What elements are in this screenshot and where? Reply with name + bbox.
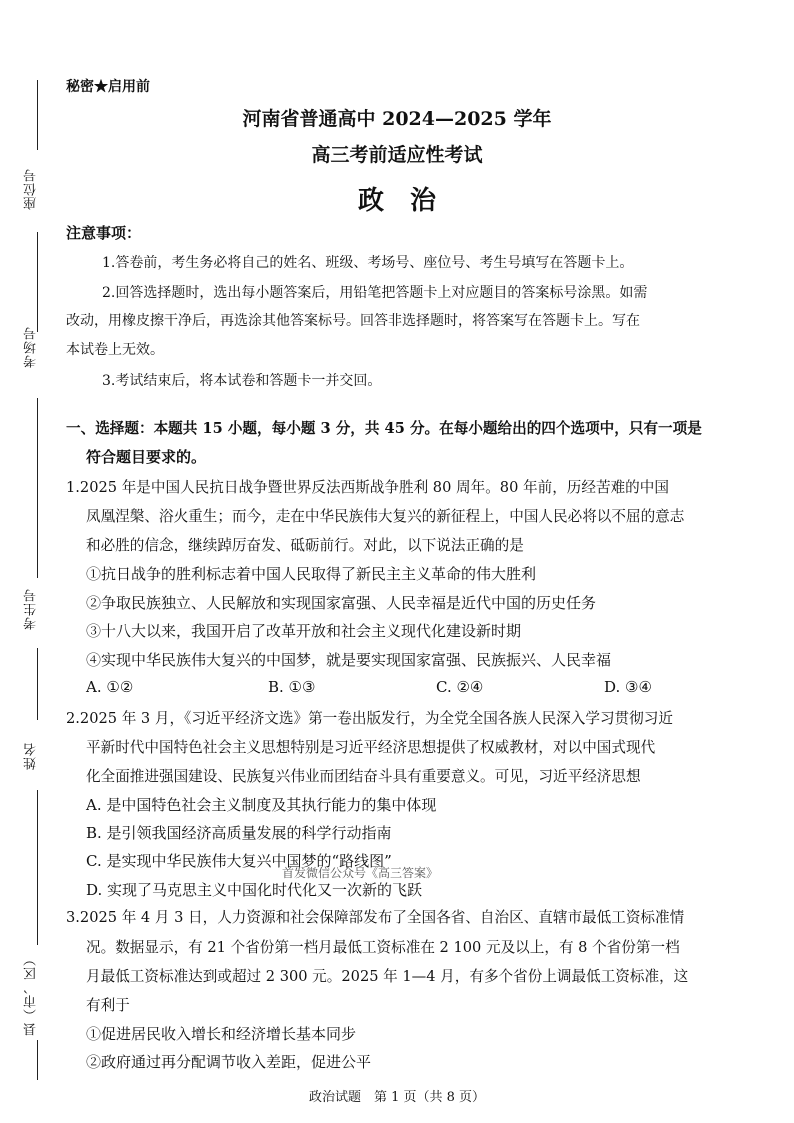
q3-stem: 月最低工资标准达到或超过 2 300 元。2025 年 1—4 月，有多个省份上调最低工资标准，这 <box>86 968 689 985</box>
binding-line <box>37 232 38 332</box>
q1-statement: ①抗日战争的胜利标志着中国人民取得了新民主主义革命的伟大胜利 <box>86 565 537 583</box>
note-line: 2.回答选择题时，选出每小题答案后，用铅笔把答题卡上对应题目的答案标号涂黑。如需 <box>102 285 648 301</box>
binding-line <box>37 398 38 578</box>
q1-stem: 凤凰涅槃、浴火重生；而今，走在中华民族伟大复兴的新征程上，中国人民必将以不屈的意志 <box>86 508 685 525</box>
seat-label: 座位号 <box>24 168 39 210</box>
section-heading: 一、选择题：本题共 15 小题，每小题 3 分，共 45 分。在每小题给出的四个选项中，只有一项是 <box>66 420 702 437</box>
q2-option-a: A. 是中国特色社会主义制度及其执行能力的集中体现 <box>86 796 437 814</box>
q3-statement: ①促进居民收入增长和经济增长基本同步 <box>86 1025 357 1043</box>
q1-option-b: B. ①③ <box>268 678 316 696</box>
q3-statement: ②政府通过再分配调节收入差距，促进公平 <box>86 1053 372 1071</box>
q1-statement: ③十八大以来，我国开启了改革开放和社会主义现代化建设新时期 <box>86 622 522 640</box>
note-line: 1.答卷前，考生务必将自己的姓名、班级、考场号、座位号、考生号填写在答题卡上。 <box>102 255 634 271</box>
notes-heading: 注意事项： <box>66 224 142 242</box>
binding-line <box>37 790 38 945</box>
q3-stem: 3.2025 年 4 月 3 日，人力资源和社会保障部发布了全国各省、自治区、直辖市最低工资标准情 <box>66 909 685 926</box>
page-footer: 政治试题 第 1 页（共 8 页） <box>308 1090 486 1105</box>
q1-option-a: A. ①② <box>86 678 134 696</box>
q3-stem: 况。数据显示，有 21 个省份第一档月最低工资标准在 2 100 元及以上，有 8 个省份第一档 <box>86 939 680 956</box>
note-line: 改动，用橡皮擦干净后，再选涂其他答案标号。回答非选择题时，将答案写在答题卡上。写在 <box>66 313 640 329</box>
note-line: 3.考试结束后，将本试卷和答题卡一并交回。 <box>102 373 382 389</box>
q1-option-d: D. ③④ <box>604 678 652 696</box>
q1-stem: 1.2025 年是中国人民抗日战争暨世界反法西斯战争胜利 80 周年。80 年前，历经苦难的中国 <box>66 479 669 496</box>
q1-statement: ②争取民族独立、人民解放和实现国家富强、人民幸福是近代中国的历史任务 <box>86 594 597 612</box>
binding-line-bottom <box>37 1040 38 1080</box>
q1-option-c: C. ②④ <box>436 678 484 696</box>
q2-stem: 平新时代中国特色社会主义思想特别是习近平经济思想提供了权威教材，对以中国式现代 <box>86 739 656 756</box>
paper-title: 河南省普通高中 2024—2025 学年 <box>242 108 552 130</box>
q2-option-c: C. 是实现中华民族伟大复兴中国梦的“路线图” <box>86 852 392 870</box>
q2-stem: 化全面推进强国建设、民族复兴伟业而团结奋斗具有重要意义。可见，习近平经济思想 <box>86 768 641 785</box>
subject-title: 政 治 <box>357 186 436 216</box>
exam-no-label: 考生号 <box>24 588 39 630</box>
secret-label: 秘密★启用前 <box>66 79 150 95</box>
q2-option-d: D. 实现了马克思主义中国化时代化又一次新的飞跃 <box>86 881 423 899</box>
room-label: 考场号 <box>24 326 39 368</box>
section-heading-cont: 符合题目要求的。 <box>86 448 207 466</box>
q3-stem: 有利于 <box>86 997 130 1014</box>
note-line: 本试卷上无效。 <box>66 342 164 358</box>
name-label: 姓名 <box>24 742 39 770</box>
q1-statement: ④实现中华民族伟大复兴的中国梦，就是要实现国家富强、民族振兴、人民幸福 <box>86 651 612 669</box>
watermark-text: 首发微信公众号《高三答案》 <box>282 866 439 880</box>
q2-option-b: B. 是引领我国经济高质量发展的科学行动指南 <box>86 824 392 842</box>
q2-stem: 2.2025 年 3 月，《习近平经济文选》第一卷出版发行，为全党全国各族人民深入学习贯彻习近 <box>66 710 673 727</box>
county-label: 县（市、区） <box>24 952 39 1036</box>
binding-line <box>37 648 38 720</box>
paper-subtitle: 高三考前适应性考试 <box>311 144 483 166</box>
q1-stem: 和必胜的信念，继续踔厉奋发、砥砺前行。对此，以下说法正确的是 <box>86 537 524 554</box>
